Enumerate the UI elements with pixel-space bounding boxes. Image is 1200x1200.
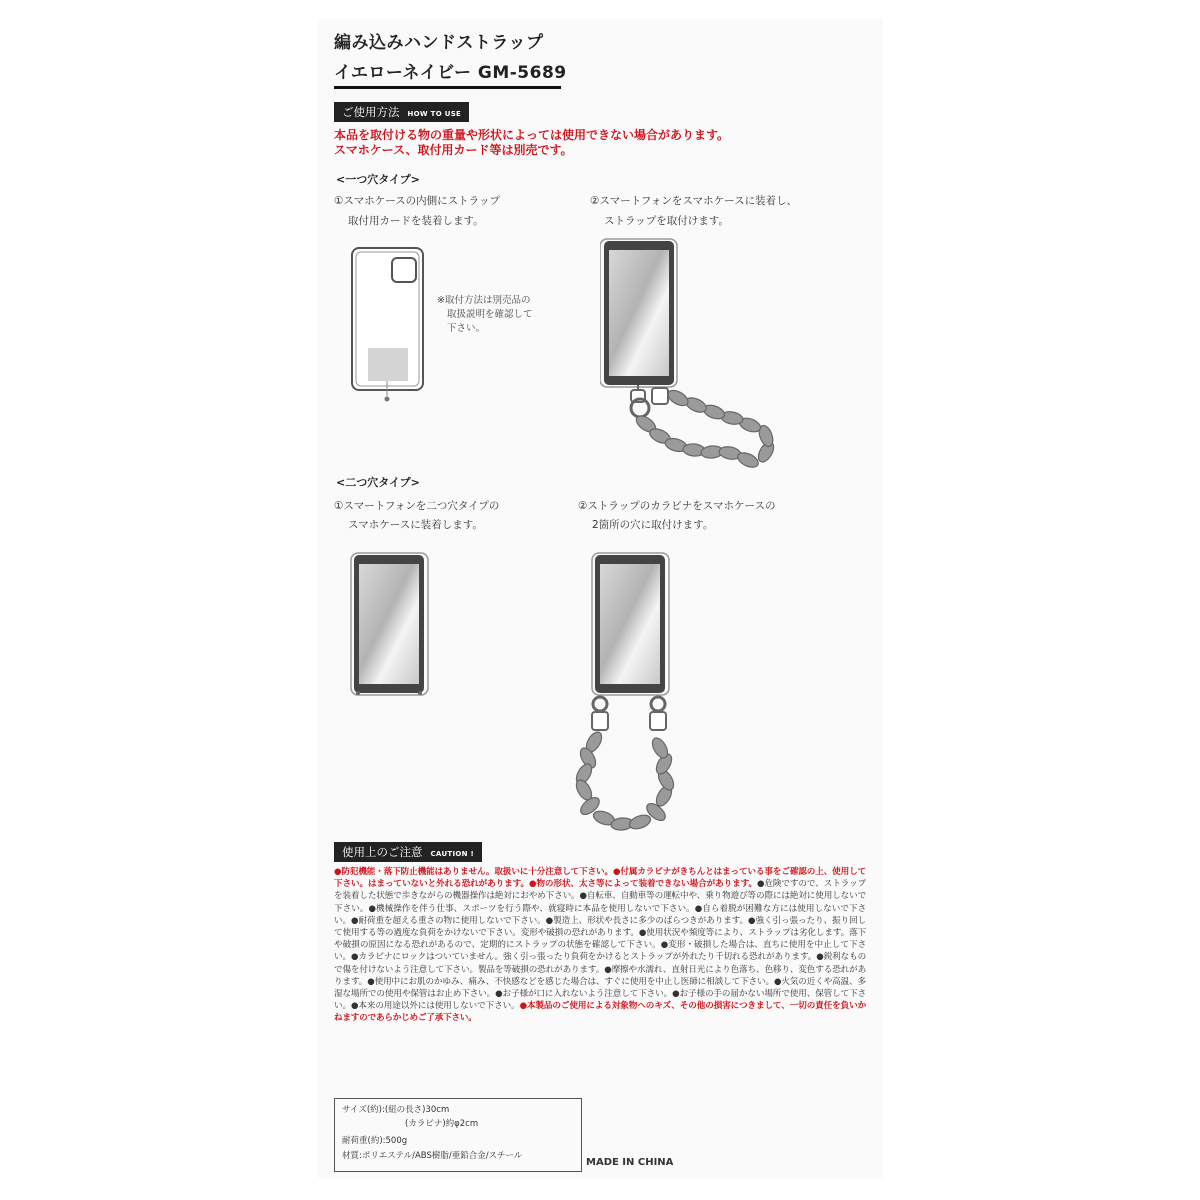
warning-line-2: スマホケース、取付用カード等は別売です。 (334, 143, 573, 157)
warning-line-1: 本品を取付ける物の重量や形状によっては使用できない場合があります。 (334, 128, 730, 142)
one-hole-note-line1: ※取付方法は別売品の (437, 295, 531, 306)
spec-material-label: 材質 (342, 1151, 360, 1161)
spec-material-value: :ポリエステル/ABS樹脂/亜鉛合金/スチール (359, 1151, 523, 1161)
product-name: 編み込みハンドストラップ (334, 33, 544, 53)
one-hole-step2-line2: ストラップを取付けます。 (604, 215, 729, 227)
two-hole-step2-line2: 2箇所の穴に取付けます。 (592, 519, 714, 531)
spec-size-row (342, 1105, 449, 1117)
how-to-use-header (334, 102, 469, 122)
how-to-use-label: ご使用方法 (342, 105, 400, 119)
spec-size-label: サイズ(約) (342, 1105, 382, 1115)
two-hole-step2-line1: ②ストラップのカラビナをスマホケースの (578, 500, 776, 512)
spec-size-value1: :(紐の長さ)30cm (381, 1105, 450, 1115)
caution-label-en: CAUTION ! (430, 850, 475, 858)
spec-load-label: 耐荷重(約) (342, 1136, 383, 1146)
caution-segment-body: ●危険ですので、ストラップを装着した状態で歩きながらの機器操作は絶対におやめ下さい。●自転車、自動車等の運転中や、乗り物遊び等の際には絶対に使用しないで下さい。●機械操作を伴う仕事、スポーツを行う際や、就寝時に本品を使用しないで下さい。●自ら着脱が困難な方には使用しないで下さい。●耐荷重を超える重さの物に使用しないで下さい。●製造上、形状や長さに多少のばらつきがあります。●強く引っ張ったり、振り回して使用する等の過度な負荷をかけないで下さい。変形や破損の恐れがあります。●使用状況や頻度等により、ストラップは劣化します。落下や破損の原因になる恐れがあるので、定期的にストラップの状態を確認して下さい。●変形・破損した場合は、直ちに使用を中止して下さい。●カラビナにロックはついていません。強く引っ張ったり負荷をかけるとストラップが外れたり千切れる恐れがあります。●鋭利なもので傷を付けないよう注意して下さい。製品を等破損の恐れがあります。●摩擦や水濡れ、直射日光により色落ち、色移り、変色する恐れがあります。●使用中にお肌のかゆみ、痛み、不快感などを感じた場合は、すぐに使用を中止し医師に相談して下さい。●火気の近くや高温、多湿な場所での使用や保管はお止め下さい。●お子様が口に入れないよう注意して下さい。●お子様の手の届かない場所で使用、保管して下さい。●本来の用途以外には使用しないで下さい。 (334, 879, 867, 1012)
product-color-model: イエローネイビー GM-5689 (334, 63, 567, 83)
caution-text (334, 866, 866, 1025)
caution-segment-red-2: ●本製品のご使用による対象物へのキズ、その他の損害につきまして、一切の責任を負いかねますのであらかじめご了承下さい。 (334, 1001, 866, 1024)
two-hole-type-label: <二つ穴タイプ> (336, 476, 420, 489)
caution-segment-red-1: ●防犯機能・落下防止機能はありません。取扱いに十分注意して下さい。●付属カラビナがきちんとはまっている事をご確認の上、使用して下さい。はまっていないと外れる恐れがあります。●物の形状、太さ等によって装着できない場合があります。 (334, 867, 866, 890)
spec-load-row (342, 1136, 407, 1148)
phone-double-strap-illustration (560, 552, 700, 842)
spec-load-value: :500g (382, 1136, 408, 1146)
one-hole-step1-line1: ①スマホケースの内側にストラップ (334, 195, 500, 207)
origin-label: MADE IN CHINA (586, 1157, 674, 1168)
two-hole-step1-line1: ①スマートフォンを二つ穴タイプの (334, 500, 500, 512)
two-hole-step1-line2: スマホケースに装着します。 (348, 519, 483, 531)
one-hole-type-label: <一つ穴タイプ> (336, 173, 420, 186)
phone-case-card-illustration (350, 246, 430, 406)
caution-header (334, 842, 482, 862)
caution-label: 使用上のご注意 (342, 845, 423, 859)
spec-material-row (342, 1151, 522, 1163)
one-hole-step2-line1: ②スマートフォンをスマホケースに装着し、 (590, 195, 798, 207)
one-hole-note-line3: 下さい。 (447, 323, 486, 334)
one-hole-step1-line2: 取付用カードを装着します。 (348, 215, 484, 227)
how-to-use-label-en: HOW TO USE (407, 110, 462, 118)
spec-size-value2: (カラビナ)約φ2cm (405, 1119, 479, 1129)
phone-with-strap-illustration (600, 238, 790, 478)
two-hole-case-illustration (350, 552, 430, 700)
title-rule (334, 86, 561, 89)
one-hole-note-line2: 取扱説明を確認して (447, 309, 533, 320)
